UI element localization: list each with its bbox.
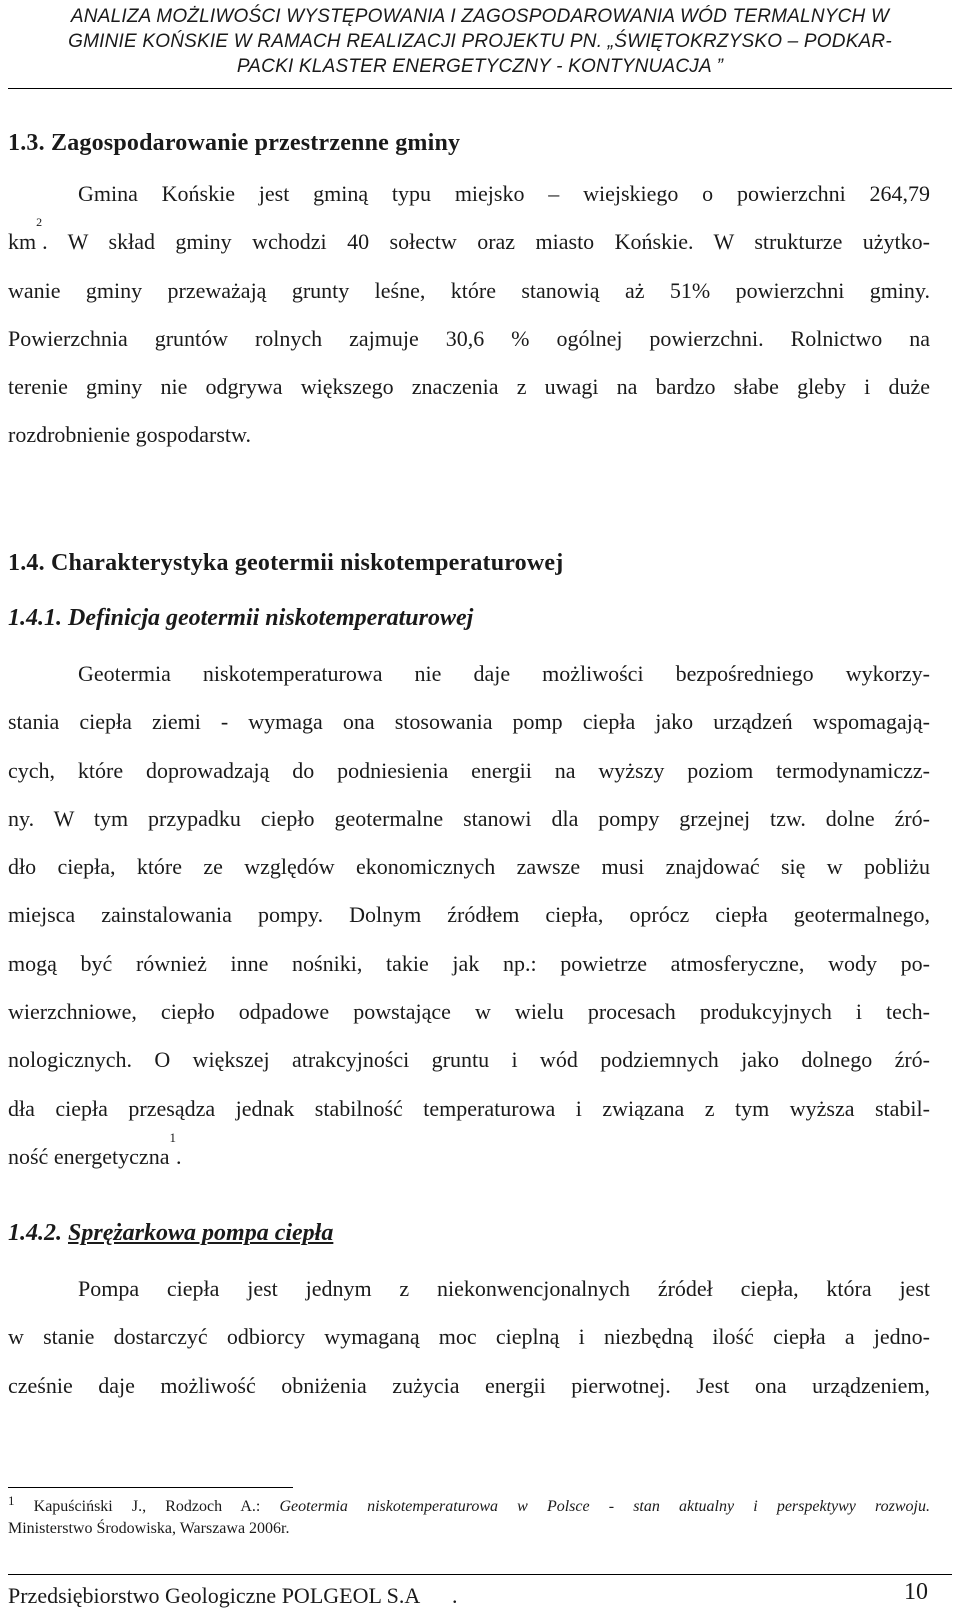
text-line: Gmina Końskie jest gminą typu miejsko – wiejskiego o powierzchni 264,79 — [78, 181, 930, 206]
paragraph — [8, 1265, 930, 1410]
text-line: Pompa ciepła jest jednym z niekonwencjonalnych źródeł ciepła, która jest — [78, 1276, 930, 1301]
text-line: wanie gminy przeważają grunty leśne, które stanowią aż 51% powierzchni gminy. — [8, 277, 930, 303]
subsection-number: 1.4.2. — [8, 1220, 68, 1246]
footnote-divider — [8, 1487, 293, 1488]
footer-divider — [8, 1574, 952, 1575]
subsection-heading: 1.4.1. Definicja geotermii niskotemperaturowej — [8, 605, 474, 631]
subsection-title: Sprężarkowa pompa ciepła — [68, 1220, 334, 1246]
section-heading: 1.3. Zagospodarowanie przestrzenne gminy — [8, 130, 461, 156]
text-line: nologicznych. O większej atrakcyjności gruntu i wód podziemnych jako dolnego źró- — [8, 1047, 930, 1073]
text-fragment: km — [8, 229, 37, 255]
text-line: miejsca zainstalowania pompy. Dolnym źródłem ciepła, oprócz ciepła geotermalnego, — [8, 902, 930, 928]
text-line: wierzchniowe, ciepło odpadowe powstające w wielu procesach produkcyjnych i tech- — [8, 999, 930, 1025]
footnote-title: Geotermia niskotemperaturowa w Polsce - stan aktualny i perspektywy rozwoju. — [279, 1498, 931, 1515]
header-line: PACKI KLASTER ENERGETYCZNY - KONTYNUACJA ” — [236, 56, 724, 77]
footnote-ref[interactable]: 1 — [169, 1129, 176, 1145]
text-fragment: ność energetyczna — [8, 1143, 170, 1169]
text-line: cych, które doprowadzają do podniesienia energii na wyższy poziom termodynamiczz- — [8, 757, 930, 783]
paragraph — [8, 650, 930, 1181]
footnote-mark: 1 — [8, 1493, 15, 1508]
text-line: dła ciepła przesądza jednak stabilność temperaturowa i związana z tym wyższa stabil- — [8, 1095, 930, 1121]
text-line: rozdrobnienie gospodarstw. — [8, 422, 251, 448]
text-fragment: . — [175, 1143, 182, 1169]
text-line: stania ciepła ziemi - wymaga ona stosowania pomp ciepła jako urządzeń wspomagają- — [8, 709, 930, 735]
text-line: dło ciepła, które ze względów ekonomicznych zawsze musi znajdować się w pobliżu — [8, 854, 930, 880]
text-line: cześnie daje możliwość obniżenia zużycia energii pierwotnej. Jest ona urządzeniem, — [8, 1372, 930, 1398]
footer-company: Przedsiębiorstwo Geologiczne POLGEOL S.A . — [8, 1583, 458, 1608]
text-line: mogą być również inne nośniki, takie jak np.: powietrze atmosferyczne, wody po- — [8, 950, 930, 976]
text-line: Powierzchnia gruntów rolnych zajmuje 30,6 % ogólnej powierzchni. Rolnictwo na — [8, 325, 930, 351]
footnote-line — [8, 1493, 931, 1518]
text-line: terenie gminy nie odgrywa większego znaczenia z uwagi na bardzo słabe gleby i duże — [8, 374, 930, 400]
section-heading: 1.4. Charakterystyka geotermii niskotemperaturowej — [8, 550, 564, 576]
text-fragment: . W skład gminy wchodzi 40 sołectw oraz miasto Końskie. W strukturze użytko- — [42, 229, 930, 255]
footnote — [8, 1493, 931, 1540]
text-line — [8, 1129, 930, 1181]
header-divider — [8, 88, 952, 89]
text-line: w stanie dostarczyć odbiorcy wymaganą moc cieplną i niezbędną ilość ciepła a jedno- — [8, 1324, 930, 1350]
text-line: Geotermia niskotemperaturowa nie daje możliwości bezpośredniego wykorzy- — [78, 661, 930, 686]
superscript: 2 — [36, 215, 43, 230]
footnote-publisher: Ministerstwo Środowiska, Warszawa 2006r. — [8, 1520, 290, 1537]
running-header — [8, 4, 952, 79]
paragraph — [8, 170, 930, 460]
subsection-heading — [8, 1220, 333, 1247]
text-line — [8, 215, 930, 266]
footnote-authors: Kapuściński J., Rodzoch A.: — [14, 1498, 280, 1515]
header-line: ANALIZA MOŻLIWOŚCI WYSTĘPOWANIA I ZAGOSPODAROWANIA WÓD TERMALNYCH W — [70, 6, 890, 27]
header-line: GMINIE KOŃSKIE W RAMACH REALIZACJI PROJEKTU PN. „ŚWIĘTOKRZYSKO – PODKAR- — [68, 31, 892, 52]
page-number: 10 — [904, 1579, 928, 1605]
text-line: ny. W tym przypadku ciepło geotermalne stanowi dla pompy grzejnej tzw. dolne źró- — [8, 805, 930, 831]
